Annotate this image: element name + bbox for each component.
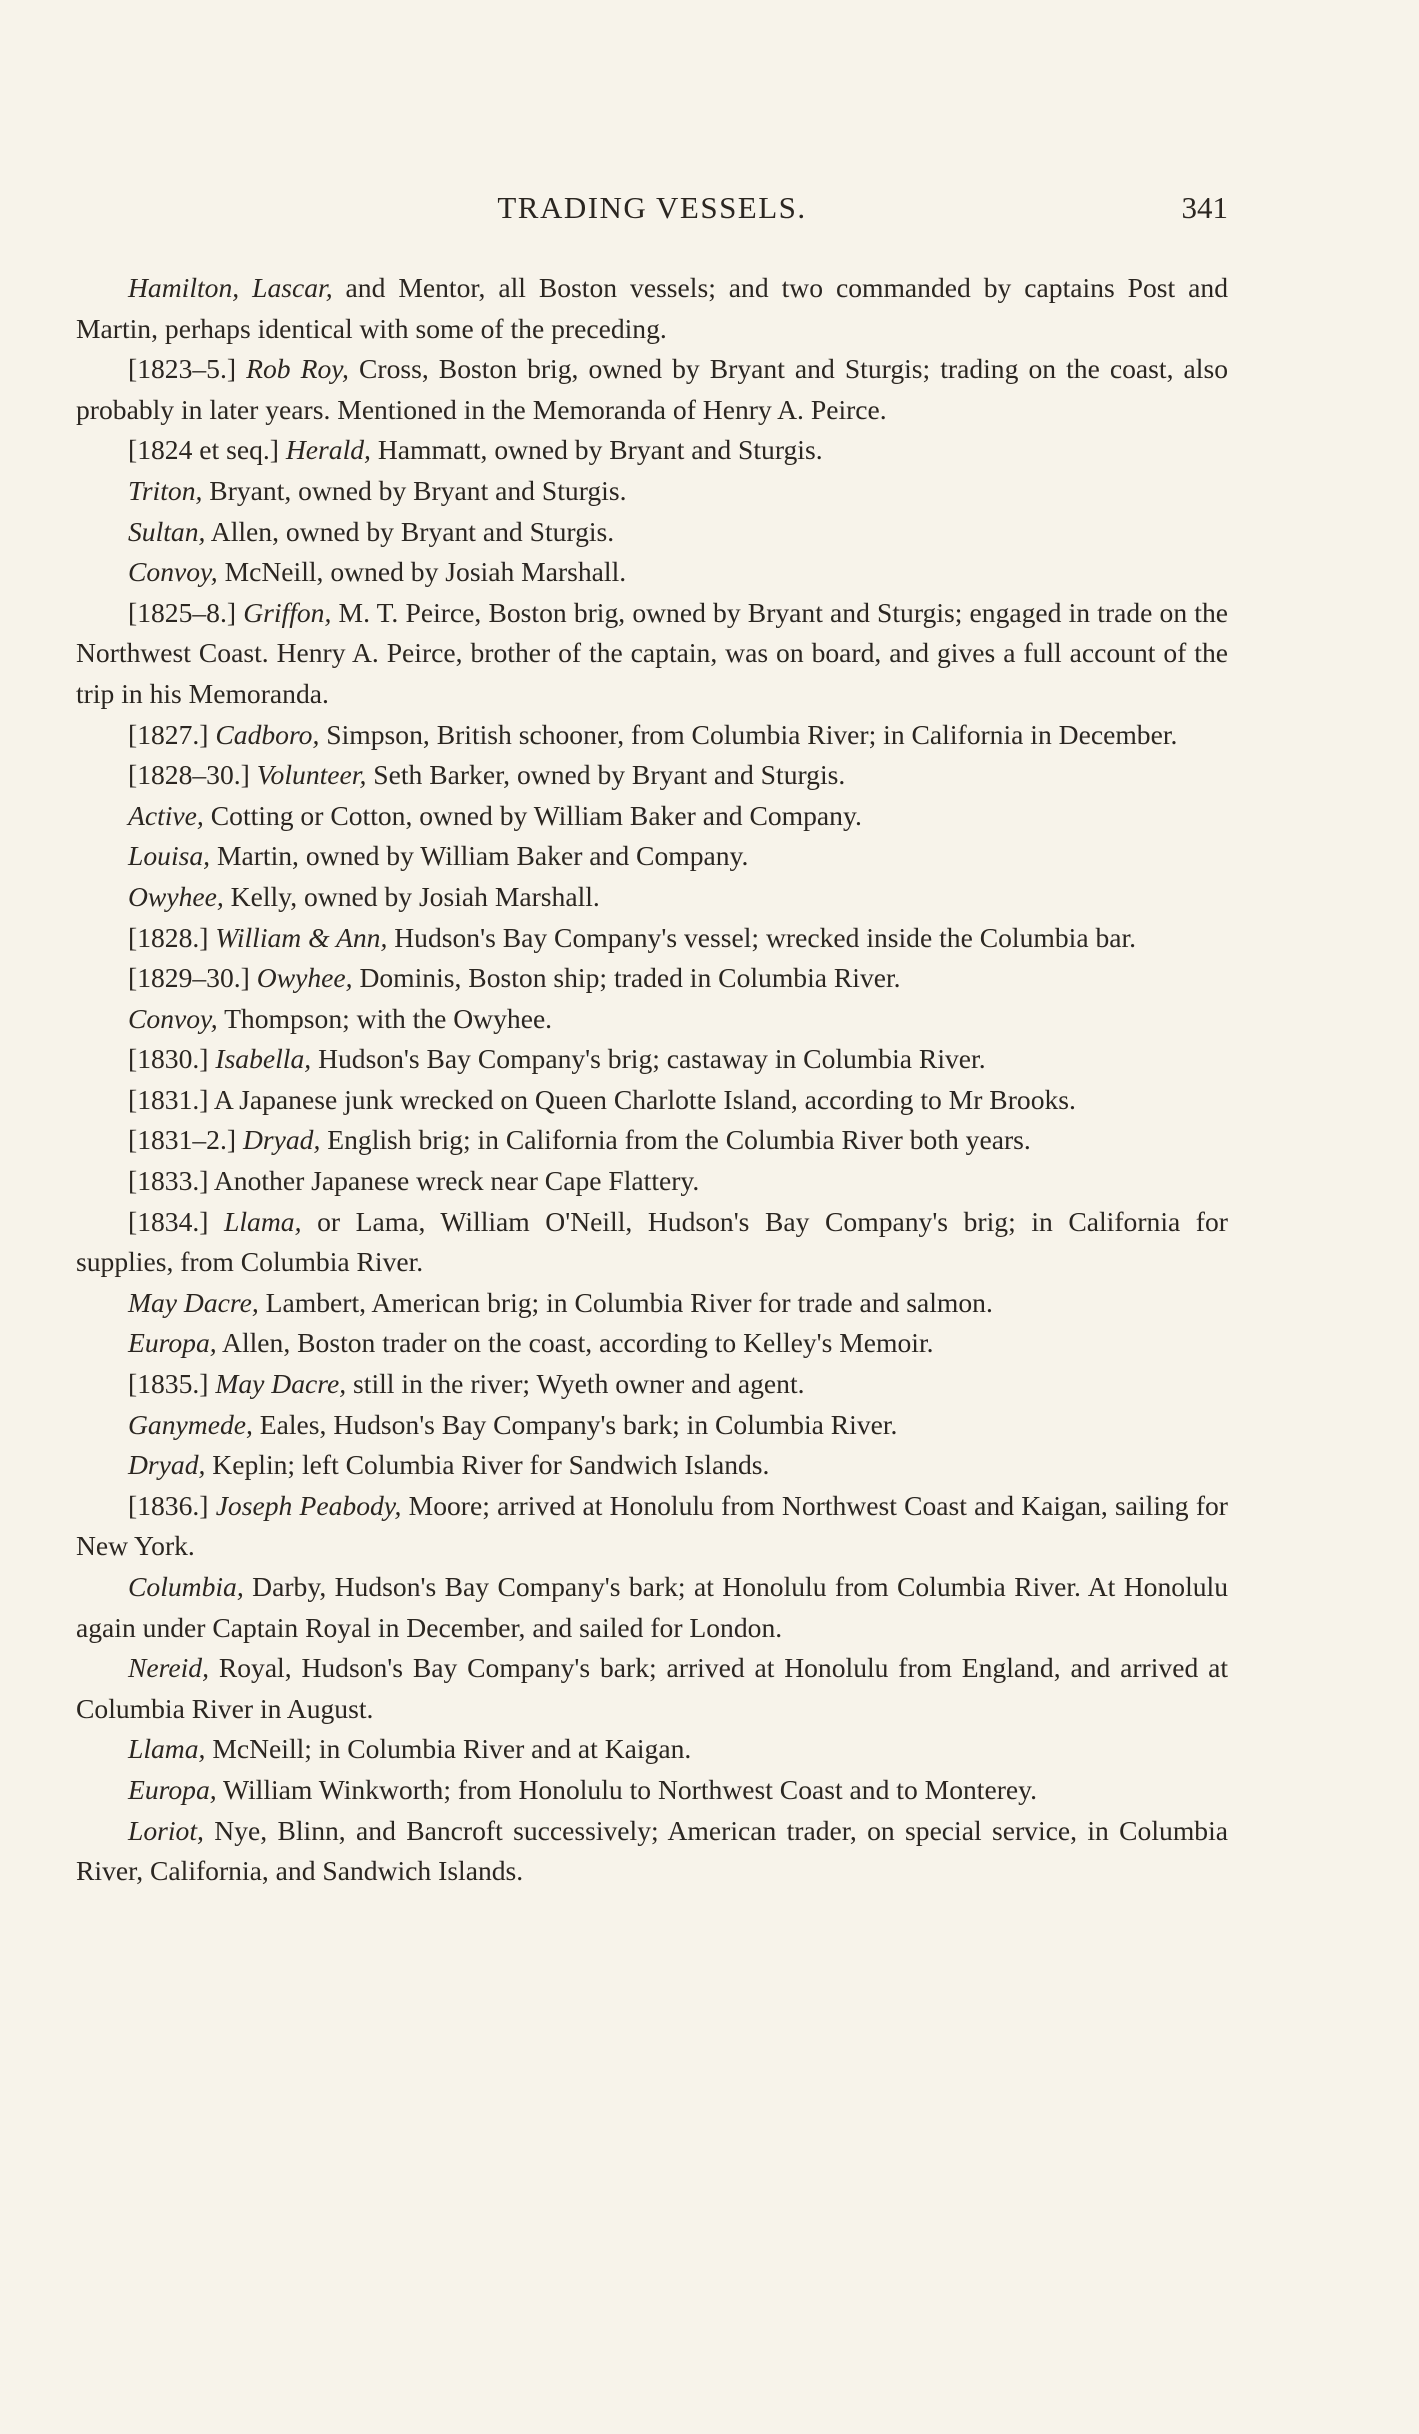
- vessel-entry: [76, 552, 1228, 593]
- ship-name: Convoy,: [128, 1002, 218, 1034]
- entry-text: William Winkworth; from Honolulu to Northwest Coast and to Monterey.: [216, 1773, 1038, 1805]
- entry-text: Cotting or Cotton, owned by William Baker and Company.: [203, 799, 862, 831]
- entry-date: [1831.]: [128, 1083, 214, 1115]
- entry-text: Hudson's Bay Company's brig; castaway in Columbia River.: [311, 1043, 986, 1075]
- entry-text: Allen, Boston trader on the coast, according to Kelley's Memoir.: [216, 1327, 934, 1359]
- entry-text: Another Japanese wreck near Cape Flattery.: [213, 1165, 700, 1197]
- vessel-entry: [76, 349, 1228, 430]
- page-header: [76, 182, 1228, 232]
- entry-text: or Lama, William O'Neill, Hudson's Bay Company's brig; in California for supplies, from Columbia River.: [76, 1205, 1228, 1278]
- entry-text: Allen, owned by Bryant and Sturgis.: [205, 515, 615, 547]
- ship-name: Rob Roy,: [246, 353, 349, 385]
- ship-name: Owyhee,: [256, 962, 353, 994]
- vessel-entry: [76, 1120, 1228, 1161]
- vessel-entry: [76, 1729, 1228, 1770]
- entry-date: [1824 et seq.]: [128, 434, 286, 466]
- ship-name: Dryad,: [242, 1124, 321, 1156]
- entry-text: and Mentor, all Boston vessels; and two commanded by captains Post and Martin, perhaps identical with some of the preceding.: [76, 272, 1229, 344]
- ship-name: Isabella,: [215, 1043, 312, 1075]
- ship-name: Dryad,: [128, 1449, 206, 1481]
- vessel-entry: [76, 1283, 1228, 1324]
- entry-text: Eales, Hudson's Bay Company's bark; in Columbia River.: [252, 1408, 898, 1440]
- vessel-entry: [76, 999, 1228, 1040]
- entry-date: [1833.]: [128, 1165, 214, 1197]
- ship-name: Active,: [128, 799, 204, 831]
- entry-date: [1830.]: [128, 1043, 216, 1075]
- vessel-entry: [76, 1202, 1228, 1283]
- ship-name: Europa,: [128, 1773, 217, 1805]
- vessel-entry: [76, 715, 1228, 756]
- ship-name: Loriot,: [128, 1814, 204, 1846]
- vessel-entry: [76, 836, 1228, 877]
- vessel-entry: [76, 918, 1228, 959]
- vessel-entry: [76, 1811, 1228, 1892]
- page-number: 341: [1181, 190, 1228, 225]
- ship-name: May Dacre,: [128, 1286, 259, 1318]
- ship-name: Llama,: [224, 1205, 302, 1237]
- vessel-entry: [76, 1039, 1228, 1080]
- vessel-entry: [76, 1445, 1228, 1486]
- vessel-entry: [76, 1567, 1228, 1648]
- entry-text: Bryant, owned by Bryant and Sturgis.: [202, 474, 627, 506]
- entry-text: Hudson's Bay Company's vessel; wrecked inside the Columbia bar.: [387, 921, 1137, 953]
- vessel-entry: [76, 1364, 1228, 1405]
- vessel-entry: [76, 877, 1228, 918]
- entry-text: Dominis, Boston ship; traded in Columbia River.: [352, 962, 901, 994]
- ship-name: Ganymede,: [128, 1408, 253, 1440]
- ship-name: Sultan,: [128, 515, 206, 547]
- ship-name: Europa,: [128, 1327, 217, 1359]
- entry-text: Darby, Hudson's Bay Company's bark; at Honolulu from Columbia River. At Honolulu again under Captain Royal in December, and sailed for London.: [76, 1571, 1228, 1643]
- ship-name: Hamilton, Lascar,: [128, 272, 333, 303]
- entry-text: Simpson, British schooner, from Columbia River; in California in December.: [319, 718, 1178, 750]
- entry-text: A Japanese junk wrecked on Queen Charlotte Island, according to Mr Brooks.: [213, 1083, 1076, 1115]
- ship-name: May Dacre,: [215, 1368, 347, 1400]
- entry-text: Seth Barker, owned by Bryant and Sturgis.: [366, 759, 846, 791]
- entry-text: McNeill, owned by Josiah Marshall.: [217, 556, 627, 588]
- ship-name: Louisa,: [128, 840, 211, 872]
- entry-text: Moore; arrived at Honolulu from Northwest Coast and Kaigan, sailing for New York.: [76, 1489, 1228, 1562]
- body-text: [76, 268, 1228, 1892]
- ship-name: Owyhee,: [128, 880, 224, 912]
- ship-name: Joseph Peabody,: [215, 1489, 402, 1521]
- entry-text: English brig; in California from the Columbia River both years.: [320, 1124, 1031, 1156]
- vessel-entry: [76, 1405, 1228, 1446]
- entry-date: [1828–30.]: [128, 759, 257, 791]
- entry-text: Thompson; with the Owyhee.: [217, 1002, 553, 1034]
- entry-date: [1823–5.]: [128, 353, 247, 385]
- vessel-entry: [76, 1080, 1228, 1121]
- ship-name: Herald,: [285, 434, 371, 466]
- ship-name: Convoy,: [128, 556, 218, 588]
- ship-name: Columbia,: [128, 1571, 244, 1602]
- vessel-entry: [76, 1161, 1228, 1202]
- entry-text: Hammatt, owned by Bryant and Sturgis.: [370, 434, 823, 466]
- entry-date: [1829–30.]: [128, 962, 257, 994]
- entry-date: [1831–2.]: [128, 1124, 243, 1156]
- entry-date: [1828.]: [128, 921, 216, 953]
- ship-name: Volunteer,: [256, 759, 367, 791]
- ship-name: Cadboro,: [215, 718, 320, 750]
- entry-date: [1835.]: [128, 1368, 216, 1400]
- entry-text: Keplin; left Columbia River for Sandwich Islands.: [205, 1449, 770, 1481]
- running-head: TRADING VESSELS.: [497, 190, 807, 225]
- entry-text: still in the river; Wyeth owner and agent.: [346, 1368, 805, 1400]
- vessel-entry: [76, 1770, 1228, 1811]
- vessel-entry: [76, 958, 1228, 999]
- vessel-entry: [76, 796, 1228, 837]
- vessel-entry: [76, 268, 1228, 349]
- entry-text: Kelly, owned by Josiah Marshall.: [223, 880, 600, 912]
- entry-text: McNeill; in Columbia River and at Kaigan.: [205, 1733, 692, 1765]
- ship-name: Triton,: [128, 474, 203, 506]
- ship-name: Griffon,: [243, 596, 332, 628]
- vessel-entry: [76, 1648, 1228, 1729]
- ship-name: William & Ann,: [215, 921, 388, 953]
- entry-date: [1834.]: [128, 1205, 225, 1237]
- vessel-entry: [76, 512, 1228, 553]
- ship-name: Nereid,: [128, 1652, 209, 1684]
- vessel-entry: [76, 1323, 1228, 1364]
- ship-name: Llama,: [128, 1733, 206, 1765]
- entry-date: [1827.]: [128, 718, 216, 750]
- entry-text: Cross, Boston brig, owned by Bryant and Sturgis; trading on the coast, also probably in later years. Mentioned in the Memoranda of Henry A. Peirce.: [76, 353, 1228, 425]
- vessel-entry: [76, 471, 1228, 512]
- entry-date: [1825–8.]: [128, 596, 244, 628]
- entry-text: Martin, owned by William Baker and Company.: [210, 840, 749, 872]
- vessel-entry: [76, 1486, 1228, 1567]
- entry-text: M. T. Peirce, Boston brig, owned by Bryant and Sturgis; engaged in trade on the Northwest Coast. Henry A. Peirce, brother of the captain, was on board, and gives a full account of the trip in his Memoranda.: [76, 596, 1228, 709]
- entry-date: [1836.]: [128, 1489, 216, 1521]
- entry-text: Nye, Blinn, and Bancroft successively; American trader, on special service, in Columbia River, California, and Sandwich Islands.: [76, 1814, 1228, 1887]
- vessel-entry: [76, 593, 1228, 715]
- entry-text: Lambert, American brig; in Columbia River for trade and salmon.: [258, 1286, 993, 1318]
- entry-text: Royal, Hudson's Bay Company's bark; arrived at Honolulu from England, and arrived at Columbia River in August.: [76, 1652, 1228, 1724]
- vessel-entry: [76, 755, 1228, 796]
- vessel-entry: [76, 430, 1228, 471]
